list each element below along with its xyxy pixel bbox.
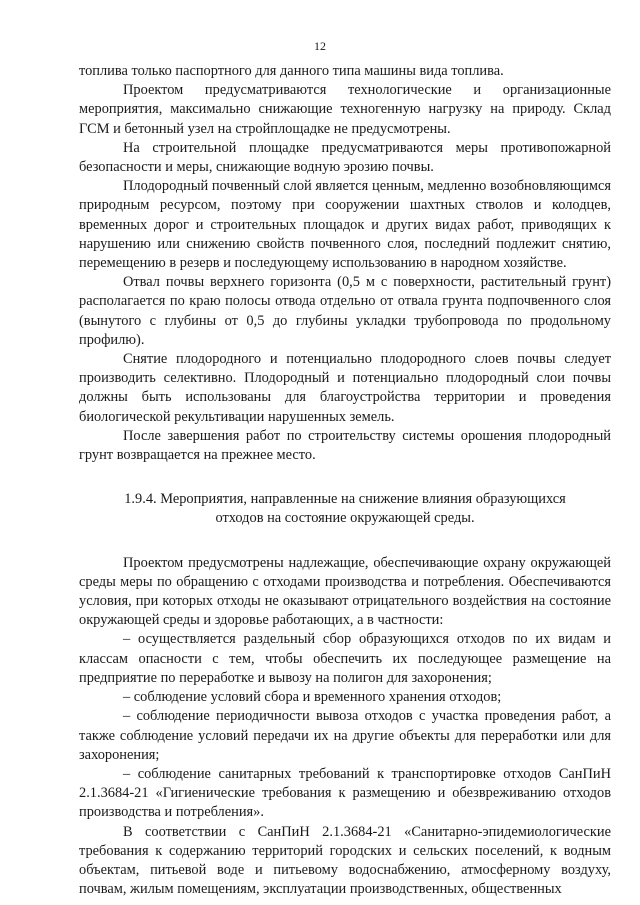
paragraph: После завершения работ по строительству системы орошения плодородный грунт возвращается на прежнее место.: [79, 427, 611, 464]
document-body: [79, 62, 611, 899]
paragraph: Проектом предусмотрены надлежащие, обеспечивающие охрану окружающей среды меры по обращению с отходами производства и потребления. Обеспечиваются условия, при которых отходы не оказывают отрицательного воздействия на состояние окружающей среды и здоровье работающих, а в частности:: [79, 554, 611, 629]
paragraph: Проектом предусматриваются технологические и организационные мероприятия, максимально снижающие техногенную нагрузку на природу. Склад ГСМ и бетонный узел на стройплощадке не предусмотрены.: [79, 82, 611, 137]
paragraph: Снятие плодородного и потенциально плодородного слоев почвы следует производить селективно. Плодородный и потенциально плодородный слои почвы должны быть использованы для благоустройства территории и проведения биологической рекультивации нарушенных земель.: [79, 351, 611, 425]
paragraph: На строительной площадке предусматриваются меры противопожарной безопасности и меры, снижающие водную эрозию почвы.: [79, 139, 611, 176]
list-item: – соблюдение условий сбора и временного хранения отходов;: [123, 689, 502, 706]
list-item: – соблюдение санитарных требований к транспортировке отходов СанПиН 2.1.3684-21 «Гигиенические требования к размещению и обезвреживанию отходов производства и потребления».: [79, 765, 611, 821]
section-heading: [79, 490, 611, 528]
paragraph: топлива только паспортного для данного типа машины вида топлива.: [79, 63, 504, 79]
section-heading-line: 1.9.4. Мероприятия, направленные на снижение влияния образующихся: [124, 491, 566, 508]
section-heading-line: отходов на состояние окружающей среды.: [215, 510, 475, 527]
page-number: 12: [314, 39, 326, 53]
list-item: – осуществляется раздельный сбор образующихся отходов по их видам и классам опасности с тем, чтобы обеспечить их последующее размещение на предприятие по переработке и вывозу на полигон для захоронения;: [79, 631, 611, 686]
paragraph: В соответствии с СанПиН 2.1.3684-21 «Санитарно-эпидемиологические требования к содержанию территорий городских и сельских поселений, к водным объектам, питьевой воде и питьевому водоснабжению, атмосферному воздуху, почвам, жилым помещениям, эксплуатации производственных, общественных: [79, 823, 611, 898]
list-item: – соблюдение периодичности вывоза отходов с участка проведения работ, а также соблюдение условий передачи их на другие объекты для переработки или для захоронения;: [79, 708, 611, 763]
paragraph: Плодородный почвенный слой является ценным, медленно возобновляющимся природным ресурсом, поэтому при сооружении шахтных стволов и колодцев, временных дорог и строительных площадок и других видах работ, приводящих к нарушению или снижению свойств почвенного слоя, последний подлежит снятию, перемещению в резерв и последующему использованию в народном хозяйстве.: [79, 178, 611, 272]
paragraph: Отвал почвы верхнего горизонта (0,5 м с поверхности, растительный грунт) располагается по краю полосы отвода отдельно от отвала грунта подпочвенного слоя (вынутого с глубины от 0,5 до глубины укладки трубопровода по продольному профилю).: [79, 274, 611, 348]
